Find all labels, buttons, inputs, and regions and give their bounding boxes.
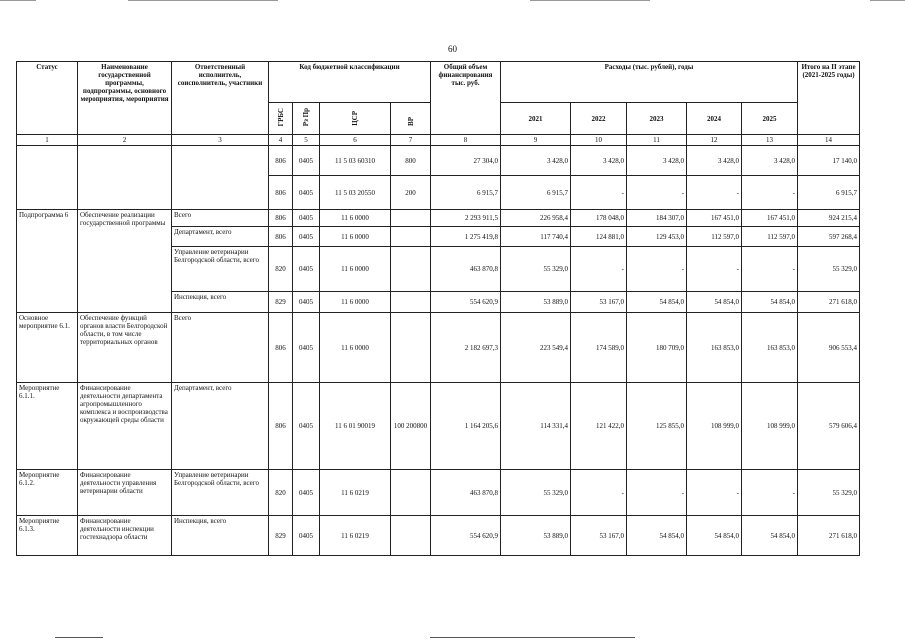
executor-cell: Департамент, всего xyxy=(172,227,269,247)
year-2024-cell: 167 451,0 xyxy=(687,210,742,227)
name-cell: Обеспечение функций органов власти Белгородской области, в том числе территориальных органов xyxy=(78,313,172,383)
grbs-cell: 806 xyxy=(269,227,293,247)
year-2022-cell: - xyxy=(571,470,627,516)
year-2024-cell: 112 597,0 xyxy=(687,227,742,247)
year-2022-cell: 3 428,0 xyxy=(571,146,627,176)
year-2021-cell: 55 329,0 xyxy=(501,247,571,292)
executor-cell: Всего xyxy=(172,313,269,383)
vr-cell xyxy=(391,227,431,247)
year-2021-cell: 53 889,0 xyxy=(501,292,571,313)
column-number: 10 xyxy=(571,135,627,146)
year-2022-cell: - xyxy=(571,176,627,210)
sum-cell: 17 140,0 xyxy=(798,146,860,176)
year-2023-cell: 3 428,0 xyxy=(627,146,687,176)
rzpr-cell: 0405 xyxy=(293,176,320,210)
name-cell: Финансирование деятельности департамента агропромышленного комплекса и воспроизводства окружающей среды области xyxy=(78,383,172,470)
year-2024-cell: - xyxy=(687,176,742,210)
header-grbs: ГРБС xyxy=(269,103,293,135)
vr-cell xyxy=(391,292,431,313)
total-cell: 2 293 911,5 xyxy=(431,210,501,227)
name-cell: Обеспечение реализации государственной программы xyxy=(78,210,172,313)
total-cell: 1 275 419,8 xyxy=(431,227,501,247)
year-2025-cell: 108 999,0 xyxy=(742,383,798,470)
header-program-name: Наименование государственной программы, подпрограммы, основного мероприятия, мероприятия xyxy=(78,62,172,135)
rzpr-cell: 0405 xyxy=(293,210,320,227)
status-cell: Подпрограмма 6 xyxy=(17,210,78,313)
column-number: 8 xyxy=(431,135,501,146)
header-executor: Ответственный исполнитель, соисполнитель, участники xyxy=(172,62,269,135)
year-2025-cell: 3 428,0 xyxy=(742,146,798,176)
vr-cell: 200 xyxy=(391,176,431,210)
csr-cell: 11 6 0000 xyxy=(320,227,391,247)
year-2023-cell: - xyxy=(627,247,687,292)
column-number: 13 xyxy=(742,135,798,146)
year-2022-cell: 53 167,0 xyxy=(571,516,627,556)
header-year: 2022 xyxy=(571,103,627,135)
status-cell: Мероприятие 6.1.2. xyxy=(17,470,78,516)
year-2022-cell: 53 167,0 xyxy=(571,292,627,313)
vr-cell: 100 200800 xyxy=(391,383,431,470)
footer-line xyxy=(55,637,103,638)
year-2021-cell: 6 915,7 xyxy=(501,176,571,210)
rzpr-cell: 0405 xyxy=(293,247,320,292)
year-2021-cell: 53 889,0 xyxy=(501,516,571,556)
year-2025-cell: 167 451,0 xyxy=(742,210,798,227)
grbs-cell: 829 xyxy=(269,292,293,313)
year-2021-cell: 117 740,4 xyxy=(501,227,571,247)
sum-cell: 271 618,0 xyxy=(798,292,860,313)
total-cell: 27 304,0 xyxy=(431,146,501,176)
rzpr-cell: 0405 xyxy=(293,313,320,383)
column-number: 7 xyxy=(391,135,431,146)
year-2023-cell: 54 854,0 xyxy=(627,516,687,556)
csr-cell: 11 5 03 20550 xyxy=(320,176,391,210)
column-number: 14 xyxy=(798,135,860,146)
year-2024-cell: 54 854,0 xyxy=(687,292,742,313)
year-2024-cell: - xyxy=(687,470,742,516)
budget-table xyxy=(16,61,860,556)
header-total-stage: Итого на II этапе (2021-2025 годы) xyxy=(798,62,860,135)
header-total-volume: Общий объем финансирования тыс. руб. xyxy=(431,62,501,135)
rzpr-cell: 0405 xyxy=(293,146,320,176)
csr-cell: 11 6 0219 xyxy=(320,470,391,516)
vr-cell xyxy=(391,470,431,516)
table-row xyxy=(17,516,860,556)
sum-cell: 906 553,4 xyxy=(798,313,860,383)
year-2021-cell: 55 329,0 xyxy=(501,470,571,516)
column-number-row xyxy=(17,135,860,146)
status-cell: Мероприятие 6.1.1. xyxy=(17,383,78,470)
executor-cell: Всего xyxy=(172,210,269,227)
year-2021-cell: 3 428,0 xyxy=(501,146,571,176)
rzpr-cell: 0405 xyxy=(293,516,320,556)
year-2023-cell: 180 709,0 xyxy=(627,313,687,383)
header-status: Статус xyxy=(17,62,78,135)
executor-cell xyxy=(172,146,269,210)
rzpr-cell: 0405 xyxy=(293,292,320,313)
column-number: 9 xyxy=(501,135,571,146)
sum-cell: 597 268,4 xyxy=(798,227,860,247)
vr-cell xyxy=(391,210,431,227)
table-row xyxy=(17,313,860,383)
sum-cell: 55 329,0 xyxy=(798,470,860,516)
total-cell: 554 620,9 xyxy=(431,292,501,313)
total-cell: 554 620,9 xyxy=(431,516,501,556)
year-2025-cell: - xyxy=(742,176,798,210)
table-row xyxy=(17,210,860,227)
sum-cell: 579 606,4 xyxy=(798,383,860,470)
page-number: 60 xyxy=(448,44,457,54)
csr-cell: 11 6 0000 xyxy=(320,292,391,313)
column-number: 11 xyxy=(627,135,687,146)
year-2022-cell: 174 589,0 xyxy=(571,313,627,383)
executor-cell: Инспекция, всего xyxy=(172,516,269,556)
year-2025-cell: - xyxy=(742,247,798,292)
total-cell: 1 164 205,6 xyxy=(431,383,501,470)
grbs-cell: 806 xyxy=(269,383,293,470)
vr-cell xyxy=(391,516,431,556)
column-number: 2 xyxy=(78,135,172,146)
grbs-cell: 806 xyxy=(269,210,293,227)
header-budget-code: Код бюджетной классификации xyxy=(269,62,431,103)
column-number: 4 xyxy=(269,135,293,146)
column-number: 6 xyxy=(320,135,391,146)
grbs-cell: 806 xyxy=(269,176,293,210)
vr-cell xyxy=(391,247,431,292)
table-row xyxy=(17,470,860,516)
table-row xyxy=(17,383,860,470)
name-cell: Финансирование деятельности управления ветеринарии области xyxy=(78,470,172,516)
header-year: 2025 xyxy=(742,103,798,135)
grbs-cell: 820 xyxy=(269,470,293,516)
header-rzpr: Рз Пр xyxy=(293,103,320,135)
sum-cell: 6 915,7 xyxy=(798,176,860,210)
header-year: 2021 xyxy=(501,103,571,135)
year-2025-cell: 54 854,0 xyxy=(742,516,798,556)
total-cell: 2 182 697,3 xyxy=(431,313,501,383)
status-cell: Основное мероприятие 6.1. xyxy=(17,313,78,383)
year-2022-cell: - xyxy=(571,247,627,292)
year-2023-cell: 54 854,0 xyxy=(627,292,687,313)
executor-cell: Инспекция, всего xyxy=(172,292,269,313)
header-expenses: Расходы (тыс. рублей), годы xyxy=(501,62,798,103)
rzpr-cell: 0405 xyxy=(293,227,320,247)
csr-cell: 11 5 03 60310 xyxy=(320,146,391,176)
top-edge-line xyxy=(0,0,36,1)
year-2024-cell: 163 853,0 xyxy=(687,313,742,383)
header-csr: ЦСР xyxy=(320,103,391,135)
column-number: 5 xyxy=(293,135,320,146)
csr-cell: 11 6 0000 xyxy=(320,247,391,292)
year-2023-cell: 184 307,0 xyxy=(627,210,687,227)
executor-cell: Управление ветеринарии Белгородской области, всего xyxy=(172,247,269,292)
rzpr-cell: 0405 xyxy=(293,470,320,516)
name-cell xyxy=(78,146,172,210)
year-2023-cell: 129 453,0 xyxy=(627,227,687,247)
sum-cell: 924 215,4 xyxy=(798,210,860,227)
column-number: 12 xyxy=(687,135,742,146)
year-2021-cell: 226 958,4 xyxy=(501,210,571,227)
table-row xyxy=(17,146,860,176)
year-2022-cell: 121 422,0 xyxy=(571,383,627,470)
total-cell: 463 870,8 xyxy=(431,470,501,516)
year-2025-cell: 163 853,0 xyxy=(742,313,798,383)
status-cell: Мероприятие 6.1.3. xyxy=(17,516,78,556)
column-number: 1 xyxy=(17,135,78,146)
header-year: 2024 xyxy=(687,103,742,135)
year-2024-cell: 54 854,0 xyxy=(687,516,742,556)
year-2022-cell: 124 881,0 xyxy=(571,227,627,247)
year-2023-cell: 125 855,0 xyxy=(627,383,687,470)
sum-cell: 271 618,0 xyxy=(798,516,860,556)
top-edge-line xyxy=(530,0,650,1)
rzpr-cell: 0405 xyxy=(293,383,320,470)
grbs-cell: 806 xyxy=(269,313,293,383)
year-2021-cell: 223 549,4 xyxy=(501,313,571,383)
year-2023-cell: - xyxy=(627,176,687,210)
status-cell xyxy=(17,146,78,210)
year-2025-cell: - xyxy=(742,470,798,516)
executor-cell: Управление ветеринарии Белгородской области, всего xyxy=(172,470,269,516)
year-2024-cell: 3 428,0 xyxy=(687,146,742,176)
top-edge-line xyxy=(870,0,905,1)
header-vr: ВР xyxy=(391,103,431,135)
csr-cell: 11 6 0219 xyxy=(320,516,391,556)
sum-cell: 55 329,0 xyxy=(798,247,860,292)
name-cell: Финансирование деятельности инспекции гостехнадзора области xyxy=(78,516,172,556)
csr-cell: 11 6 01 90019 xyxy=(320,383,391,470)
footer-line xyxy=(430,637,635,638)
header-year: 2023 xyxy=(627,103,687,135)
year-2022-cell: 178 048,0 xyxy=(571,210,627,227)
year-2023-cell: - xyxy=(627,470,687,516)
header-row xyxy=(17,62,860,103)
total-cell: 6 915,7 xyxy=(431,176,501,210)
column-number: 3 xyxy=(172,135,269,146)
year-2025-cell: 112 597,0 xyxy=(742,227,798,247)
csr-cell: 11 6 0000 xyxy=(320,313,391,383)
year-2024-cell: - xyxy=(687,247,742,292)
executor-cell: Департамент, всего xyxy=(172,383,269,470)
year-2021-cell: 114 331,4 xyxy=(501,383,571,470)
grbs-cell: 806 xyxy=(269,146,293,176)
vr-cell xyxy=(391,313,431,383)
grbs-cell: 829 xyxy=(269,516,293,556)
vr-cell: 800 xyxy=(391,146,431,176)
total-cell: 463 870,8 xyxy=(431,247,501,292)
grbs-cell: 820 xyxy=(269,247,293,292)
top-edge-line xyxy=(128,0,278,1)
year-2025-cell: 54 854,0 xyxy=(742,292,798,313)
csr-cell: 11 6 0000 xyxy=(320,210,391,227)
year-2024-cell: 108 999,0 xyxy=(687,383,742,470)
